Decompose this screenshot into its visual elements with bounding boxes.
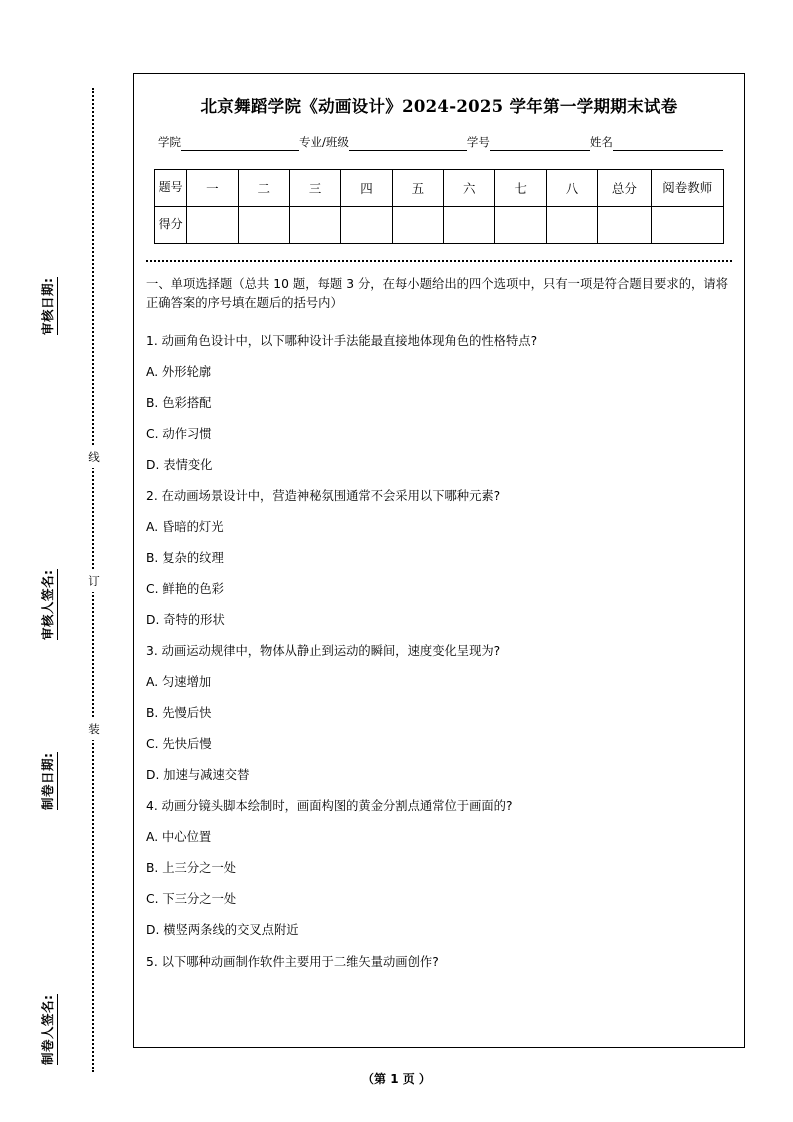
question-1-option-c[interactable]: C. 动作习惯 bbox=[146, 426, 212, 441]
question-1-option-d[interactable]: D. 表情变化 bbox=[146, 457, 213, 472]
score-cell-7[interactable] bbox=[495, 207, 546, 244]
field-major-class bbox=[299, 134, 467, 151]
score-cell-4[interactable] bbox=[341, 207, 392, 244]
question-3-number: 3. bbox=[146, 644, 158, 659]
field-student-id-label: 学号 bbox=[466, 135, 490, 149]
question-3-stem: 动画运动规律中，物体从静止到运动的瞬间，速度变化呈现为? bbox=[161, 644, 501, 659]
field-name-input[interactable] bbox=[613, 137, 723, 151]
exam-paper-sheet bbox=[133, 73, 745, 1048]
field-college-input[interactable] bbox=[181, 137, 299, 151]
question-2-option-c[interactable]: C. 鲜艳的色彩 bbox=[146, 581, 224, 596]
question-3-option-d[interactable]: D. 加速与减速交替 bbox=[146, 768, 250, 783]
fold-char-zhuang: 装 bbox=[85, 718, 103, 740]
question-1-stem: 动画角色设计中，以下哪种设计手法能最直接地体现角色的性格特点? bbox=[161, 333, 538, 348]
row-label-score: 得分 bbox=[155, 207, 187, 244]
score-cell-teacher[interactable] bbox=[651, 207, 724, 244]
question-1 bbox=[146, 327, 728, 355]
question-3-option-a[interactable]: A. 匀速增加 bbox=[146, 675, 212, 690]
question-5 bbox=[146, 948, 728, 976]
score-cell-2[interactable] bbox=[238, 207, 289, 244]
binding-margin-strip bbox=[0, 0, 120, 1122]
col-header-5: 五 bbox=[392, 170, 443, 207]
field-college-label: 学院 bbox=[158, 135, 181, 149]
score-cell-8[interactable] bbox=[546, 207, 597, 244]
row-label-question-number: 题号 bbox=[155, 170, 187, 207]
question-2-option-d[interactable]: D. 奇特的形状 bbox=[146, 613, 225, 628]
field-student-id bbox=[467, 134, 590, 151]
fold-char-ding: 订 bbox=[85, 570, 103, 592]
table-row-scores bbox=[155, 207, 724, 244]
margin-label-make-date: 制卷日期: bbox=[38, 753, 58, 811]
question-2-option-a[interactable]: A. 昏暗的灯光 bbox=[146, 519, 224, 534]
question-4-option-b[interactable]: B. 上三分之一处 bbox=[146, 861, 237, 876]
score-cell-5[interactable] bbox=[392, 207, 443, 244]
table-row-question-numbers bbox=[155, 170, 724, 207]
section-heading: 一、单项选择题（总共 10 题，每题 3 分，在每小题给出的四个选项中，只有一项是符合题目要求的，请将正确答案的序号填在题后的括号内） bbox=[146, 277, 728, 311]
field-name bbox=[590, 134, 723, 151]
field-major-class-input[interactable] bbox=[349, 137, 467, 151]
page-footer: （第 1 页 ） bbox=[362, 1072, 431, 1086]
margin-label-maker-sign: 制卷人签名: bbox=[38, 995, 58, 1066]
question-3-option-b[interactable]: B. 先慢后快 bbox=[146, 706, 212, 721]
question-3 bbox=[146, 638, 728, 666]
col-header-7: 七 bbox=[495, 170, 546, 207]
score-cell-6[interactable] bbox=[444, 207, 495, 244]
question-4 bbox=[146, 793, 728, 821]
question-3-option-c[interactable]: C. 先快后慢 bbox=[146, 737, 212, 752]
col-header-1: 一 bbox=[187, 170, 238, 207]
col-header-4: 四 bbox=[341, 170, 392, 207]
question-1-option-a[interactable]: A. 外形轮廓 bbox=[146, 364, 212, 379]
question-1-option-b[interactable]: B. 色彩搭配 bbox=[146, 395, 212, 410]
field-college bbox=[158, 134, 299, 151]
question-2-number: 2. bbox=[146, 488, 158, 503]
col-header-total: 总分 bbox=[598, 170, 651, 207]
question-5-number: 5. bbox=[146, 954, 158, 969]
question-4-option-a[interactable]: A. 中心位置 bbox=[146, 830, 212, 845]
question-content bbox=[146, 275, 728, 976]
question-4-number: 4. bbox=[146, 799, 158, 814]
col-header-3: 三 bbox=[289, 170, 340, 207]
question-2-option-b[interactable]: B. 复杂的纹理 bbox=[146, 550, 224, 565]
score-cell-3[interactable] bbox=[289, 207, 340, 244]
col-header-grading-teacher: 阅卷教师 bbox=[651, 170, 724, 207]
question-4-option-c[interactable]: C. 下三分之一处 bbox=[146, 892, 237, 907]
score-table bbox=[154, 169, 724, 244]
student-info-row bbox=[158, 134, 728, 151]
col-header-6: 六 bbox=[444, 170, 495, 207]
question-4-stem: 动画分镜头脚本绘制时，画面构图的黄金分割点通常位于画面的? bbox=[161, 799, 513, 814]
field-name-label: 姓名 bbox=[589, 135, 613, 149]
question-4-option-d[interactable]: D. 横竖两条线的交叉点附近 bbox=[146, 923, 299, 938]
question-5-stem: 以下哪种动画制作软件主要用于二维矢量动画创作? bbox=[161, 954, 439, 969]
margin-label-reviewer-sign: 审核人签名: bbox=[38, 570, 58, 641]
score-cell-total[interactable] bbox=[598, 207, 651, 244]
fold-char-xian: 线 bbox=[85, 446, 103, 468]
col-header-8: 八 bbox=[546, 170, 597, 207]
margin-label-review-date: 审核日期: bbox=[38, 278, 58, 336]
page-title: 北京舞蹈学院《动画设计》2024‑2025 学年第一学期期末试卷 bbox=[200, 97, 678, 116]
question-2 bbox=[146, 482, 728, 510]
question-1-number: 1. bbox=[146, 333, 158, 348]
section-divider bbox=[146, 260, 732, 262]
score-cell-1[interactable] bbox=[187, 207, 238, 244]
question-2-stem: 在动画场景设计中，营造神秘氛围通常不会采用以下哪种元素? bbox=[161, 488, 501, 503]
field-student-id-input[interactable] bbox=[490, 137, 590, 151]
col-header-2: 二 bbox=[238, 170, 289, 207]
field-major-class-label: 专业/班级 bbox=[299, 135, 349, 149]
